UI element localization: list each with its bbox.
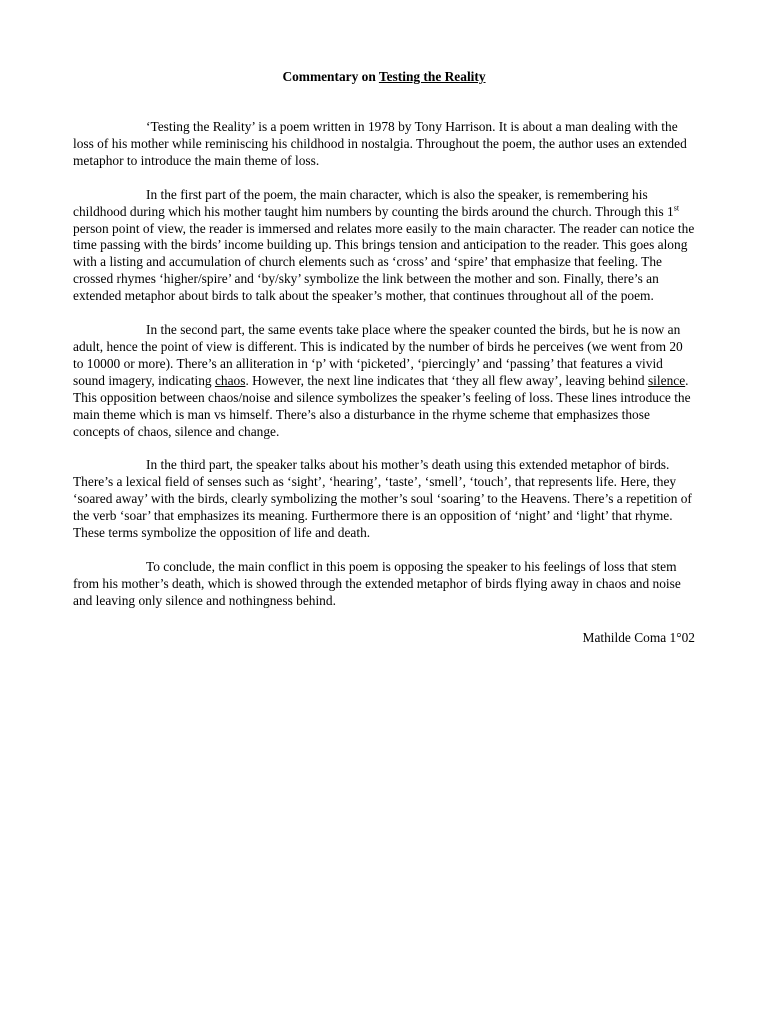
paragraph-second-part-text-b: . However, the next line indicates that ‘they all flew away’, leaving behind <box>245 372 648 388</box>
document-title <box>73 68 695 86</box>
paragraph-third-part: In the third part, the speaker talks about his mother’s death using this extended metaphor of birds. There’s a lexical field of senses such as ‘sight’, ‘hearing’, ‘taste’, ‘smell’, ‘touch’, that represents life. Here, they ‘soared away’ with the birds, clearly symbolizing the mother’s soul ‘soaring’ to the Heavens. There’s a repetition of the verb ‘soar’ that emphasizes its meaning. Furthermore there is an opposition of ‘night’ and ‘light’ that rhyme. These terms symbolize the opposition of life and death. <box>73 457 692 541</box>
title-work: Testing the Reality <box>378 69 486 84</box>
author-signature: Mathilde Coma 1°02 <box>582 629 695 645</box>
paragraph-first-part-text-b: person point of view, the reader is immersed and relates more easily to the main character. The reader can notice the time passing with the birds’ income building up. This brings tension and anticipation to the reader. This goes along with a listing and accumulation of church elements such as ‘cross’ and ‘spire’ that emphasize that feeling. The crossed rhymes ‘higher/spire’ and ‘by/sky’ symbolize the link between the mother and son. Finally, there’s an extended metaphor about birds to talk about the speaker’s mother, that continues throughout all of the poem. <box>73 220 695 304</box>
paragraph-first-part <box>73 187 695 305</box>
paragraph-intro: ‘Testing the Reality’ is a poem written in 1978 by Tony Harrison. It is about a man dealing with the loss of his mother while reminiscing his childhood in nostalgia. Throughout the poem, the author uses an extended metaphor to introduce the main theme of loss. <box>73 119 687 168</box>
paragraph-second-part-text-a: In the second part, the same events take place where the speaker counted the birds, but he is now an adult, hence the point of view is different. This is indicated by the number of birds he perceives (we went from 20 to 10000 or more). There’s an alliteration in ‘p’ with ‘picketed’, ‘piercingly’ and ‘passing’ that features a vivid sound imagery, indicating <box>73 322 683 388</box>
title-prefix: Commentary on <box>282 69 379 84</box>
paragraph-conclusion: To conclude, the main conflict in this poem is opposing the speaker to his feelings of loss that stem from his mother’s death, which is showed through the extended metaphor of birds flying away in chaos and noise and leaving only silence and nothingness behind. <box>73 558 681 608</box>
underlined-silence: silence <box>647 372 686 388</box>
paragraph-second-part <box>73 322 695 440</box>
superscript-st: st <box>673 203 680 213</box>
paragraph-second-part-text-c: . This opposition between chaos/noise and silence symbolizes the speaker’s feeling of loss. These lines introduce the main theme which is man vs himself. There’s also a disturbance in the rhyme scheme that emphasizes those concepts of chaos, silence and change. <box>73 372 691 439</box>
paragraph-first-part-text-a: In the first part of the poem, the main character, which is also the speaker, is remembering his childhood during which his mother taught him numbers by counting the birds around the church. Through this 1 <box>73 186 674 219</box>
underlined-chaos: chaos <box>214 372 246 388</box>
document-page <box>73 68 695 647</box>
